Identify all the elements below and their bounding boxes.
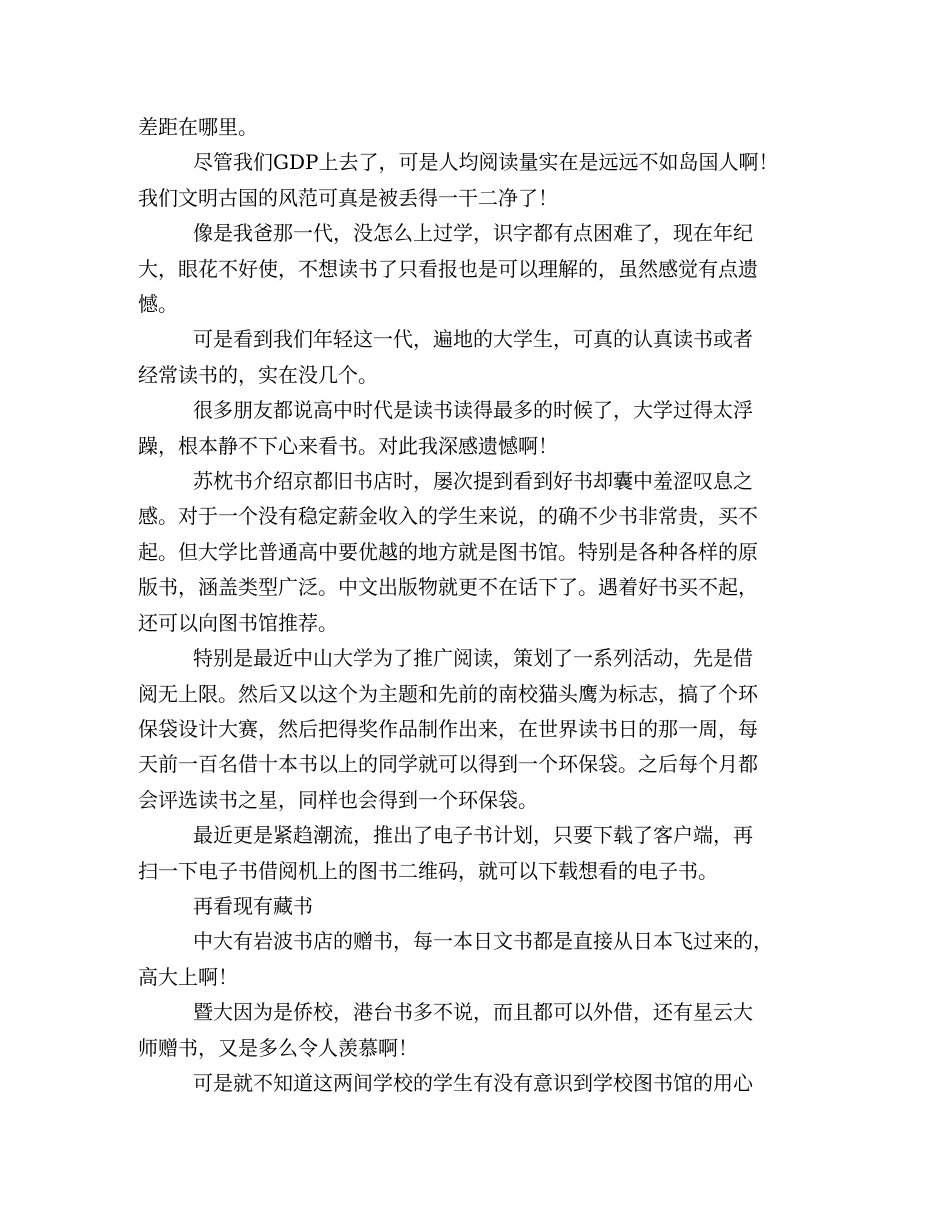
text-line: 还可以向图书馆推荐。 (138, 610, 338, 635)
text-line: 憾。 (138, 292, 178, 317)
body-text (138, 110, 828, 1101)
text-line: 版书，涵盖类型广泛。中文出版物就更不在话下了。遇着好书买不起， (138, 575, 758, 600)
text-line: 阅无上限。然后又以这个为主题和先前的南校猫头鹰为标志，搞了个环 (138, 681, 758, 706)
paragraph-first-line: 苏枕书介绍京都旧书店时，屡次提到看到好书却囊中羞涩叹息之 (193, 469, 753, 494)
text-line: 保袋设计大赛，然后把得奖作品制作出来，在世界读书日的那一周，每 (138, 716, 758, 741)
text-line: 大，眼花不好使，不想读书了只看报也是可以理解的，虽然感觉有点遗 (138, 256, 758, 281)
text-line: 躁，根本静不下心来看书。对此我深感遗憾啊！ (138, 433, 558, 458)
text-line: 我们文明古国的风范可真是被丢得一干二净了！ (138, 185, 558, 210)
text-line: 高大上啊！ (138, 964, 238, 989)
paragraph-first-line: 可是就不知道这两间学校的学生有没有意识到学校图书馆的用心 (193, 1070, 753, 1095)
text-line: 差距在哪里。 (138, 115, 258, 139)
paragraph-first-line: 很多朋友都说高中时代是读书读得最多的时候了，大学过得太浮 (193, 398, 753, 423)
section-heading: 再看现有藏书 (193, 893, 313, 918)
paragraph-first-line: 特别是最近中山大学为了推广阅读，策划了一系列活动，先是借 (193, 646, 753, 671)
text-line: 起。但大学比普通高中要优越的地方就是图书馆。特别是各种各样的原 (138, 539, 758, 564)
text-line: 会评选读书之星，同样也会得到一个环保袋。 (138, 787, 538, 812)
paragraph-first-line: 中大有岩波书店的赠书，每一本日文书都是直接从日本飞过来的， (193, 929, 773, 954)
paragraph-first-line: 最近更是紧趋潮流，推出了电子书计划，只要下载了客户端，再 (193, 823, 753, 848)
text-line: 扫一下电子书借阅机上的图书二维码，就可以下载想看的电子书。 (138, 858, 718, 883)
text-line: 师赠书，又是多么令人羡慕啊！ (138, 1035, 418, 1060)
paragraph-first-line: 暨大因为是侨校，港台书多不说，而且都可以外借，还有星云大 (193, 1000, 753, 1025)
text-line: 天前一百名借十本书以上的同学就可以得到一个环保袋。之后每个月都 (138, 752, 758, 777)
paragraph-first-line: 可是看到我们年轻这一代，遍地的大学生，可真的认真读书或者 (193, 327, 753, 352)
paragraph-first-line: 像是我爸那一代，没怎么上过学，识字都有点困难了，现在年纪 (193, 221, 753, 246)
paragraph-first-line: 尽管我们GDP上去了，可是人均阅读量实在是远远不如岛国人啊！ (193, 150, 779, 175)
text-line: 感。对于一个没有稳定薪金收入的学生来说，的确不少书非常贵，买不 (138, 504, 758, 529)
text-line: 经常读书的，实在没几个。 (138, 362, 378, 387)
